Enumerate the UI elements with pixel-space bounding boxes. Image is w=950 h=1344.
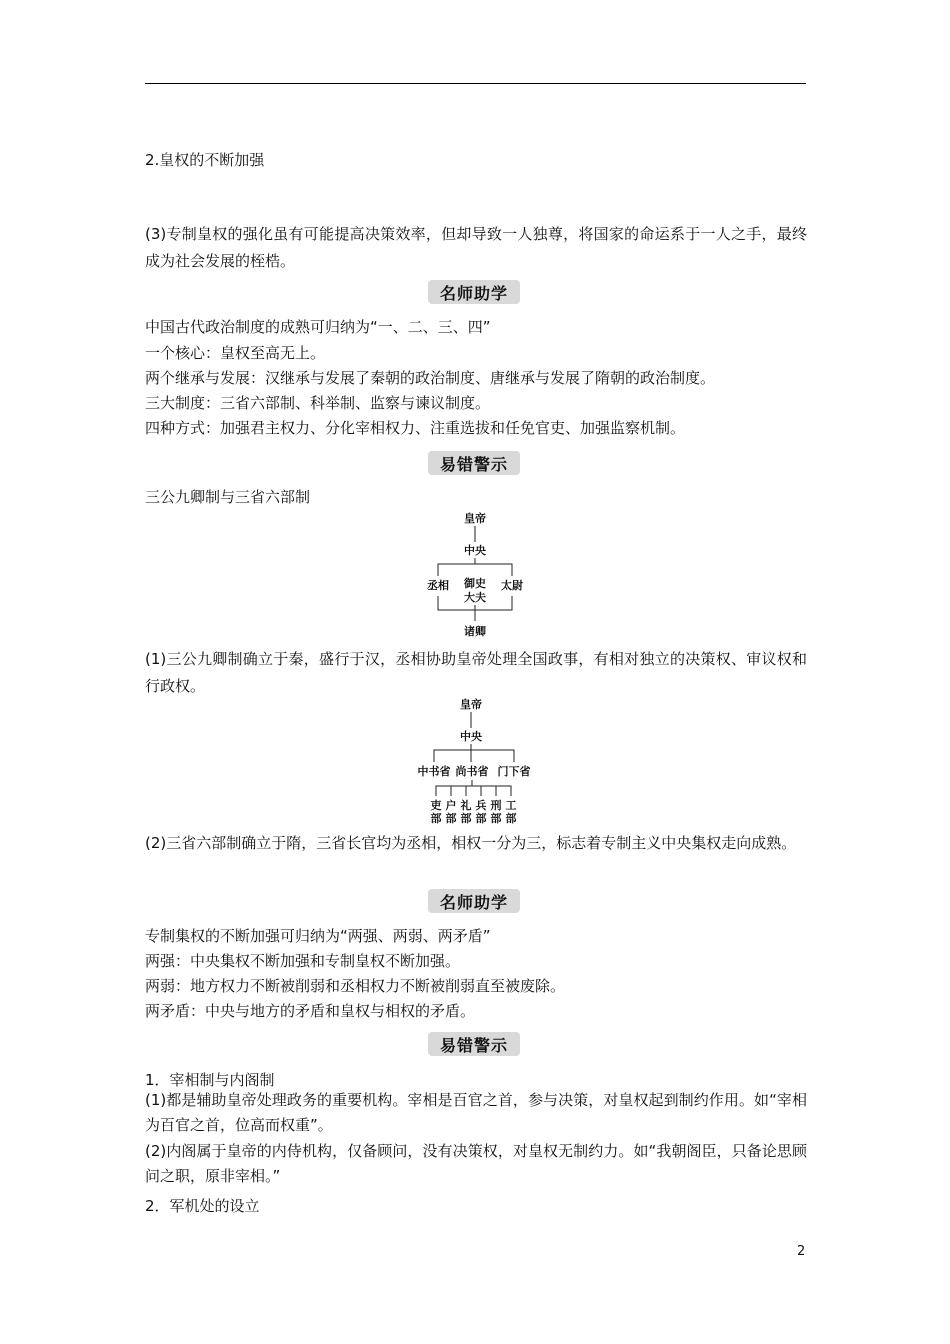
warning2-next: 2．军机处的设立 xyxy=(145,1197,260,1215)
d2-ministry-1-top: 吏 xyxy=(430,799,442,812)
warning-title: 三公九卿制与三省六部制 xyxy=(145,488,311,506)
d2-ministry-5-top: 刑 xyxy=(490,799,502,812)
d2-ministry-4-bottom: 部 xyxy=(475,812,487,824)
warning2-title: 1．宰相制与内阁制 xyxy=(145,1071,275,1089)
summary2-weak: 两弱：地方权力不断被削弱和丞相权力不断被削弱直至被废除。 xyxy=(145,977,566,995)
d1-commandant: 太尉 xyxy=(501,579,523,592)
d2-chancellery: 门下省 xyxy=(497,765,531,778)
d1-censor-1: 御史 xyxy=(464,577,486,590)
warning2-item2: (2)内阁属于皇帝的内侍机构，仅备顾问，没有决策权，对皇权无制约力。如“我朝阁臣，只备论思顾问之职，原非宰相。” xyxy=(145,1142,807,1185)
d2-ministry-2-top: 户 xyxy=(445,799,457,812)
summary-intro: 中国古代政治制度的成熟可归纳为“一、二、三、四” xyxy=(145,318,491,336)
d2-ministry-6-bottom: 部 xyxy=(505,812,517,824)
summary2-conflict: 两矛盾：中央与地方的矛盾和皇权与相权的矛盾。 xyxy=(145,1002,476,1020)
d2-ministry-1-bottom: 部 xyxy=(430,812,442,824)
d2-ministry-3-top: 礼 xyxy=(460,799,472,812)
paragraph-2: (2)三省六部制确立于隋，三省长官均为丞相，相权一分为三，标志着专制主义中央集权走向成熟。 xyxy=(145,834,797,852)
d2-ministry-3-bottom: 部 xyxy=(460,812,472,824)
paragraph-1: (1)三公九卿制确立于秦，盛行于汉，丞相协助皇帝处理全国政事，有相对独立的决策权、审议权和行政权。 xyxy=(145,650,807,695)
d2-secretariat: 中书省 xyxy=(417,765,451,778)
summary-four: 四种方式：加强君主权力、分化宰相权力、注重选拔和任免官吏、加强监察机制。 xyxy=(145,419,686,437)
tip-banner-2: 名师助学 xyxy=(428,889,520,913)
d2-ministry-5-bottom: 部 xyxy=(490,812,502,824)
three-departments-diagram xyxy=(412,694,538,824)
d2-dept-of-state: 尚书省 xyxy=(455,765,489,778)
summary2-intro: 专制集权的不断加强可归纳为“两强、两弱、两矛盾” xyxy=(145,927,491,945)
three-lords-diagram xyxy=(420,508,530,644)
d2-ministry-4-top: 兵 xyxy=(475,799,487,812)
d1-chancellor: 丞相 xyxy=(427,579,449,592)
tip-banner: 名师助学 xyxy=(428,280,520,304)
summary2-strong: 两强：中央集权不断加强和专制皇权不断加强。 xyxy=(145,952,461,970)
d1-central: 中央 xyxy=(464,544,486,557)
paragraph-3: (3)专制皇权的强化虽有可能提高决策效率，但却导致一人独尊，将国家的命运系于一人之手，最终成为社会发展的桎梏。 xyxy=(145,225,807,270)
warning2-item1: (1)都是辅助皇帝处理政务的重要机构。宰相是百官之首，参与决策，对皇权起到制约作用。如“宰相为百官之首，位高而权重”。 xyxy=(145,1091,807,1134)
section-heading: 2.皇权的不断加强 xyxy=(145,151,265,169)
warning-banner: 易错警示 xyxy=(428,451,520,475)
d2-ministry-6-top: 工 xyxy=(505,799,517,812)
d2-central: 中央 xyxy=(460,730,482,743)
d1-emperor: 皇帝 xyxy=(464,512,486,525)
d1-ministers: 诸卿 xyxy=(464,625,486,638)
header-rule xyxy=(145,83,806,84)
page-number: 2 xyxy=(797,1244,806,1259)
summary-two: 两个继承与发展：汉继承与发展了秦朝的政治制度、唐继承与发展了隋朝的政治制度。 xyxy=(145,369,716,387)
d2-ministry-2-bottom: 部 xyxy=(445,812,457,824)
summary-three: 三大制度：三省六部制、科举制、监察与谏议制度。 xyxy=(145,394,491,412)
d1-censor-2: 大夫 xyxy=(464,591,486,604)
summary-one: 一个核心：皇权至高无上。 xyxy=(145,344,326,362)
warning-banner-2: 易错警示 xyxy=(428,1032,520,1056)
d2-emperor: 皇帝 xyxy=(460,698,482,711)
